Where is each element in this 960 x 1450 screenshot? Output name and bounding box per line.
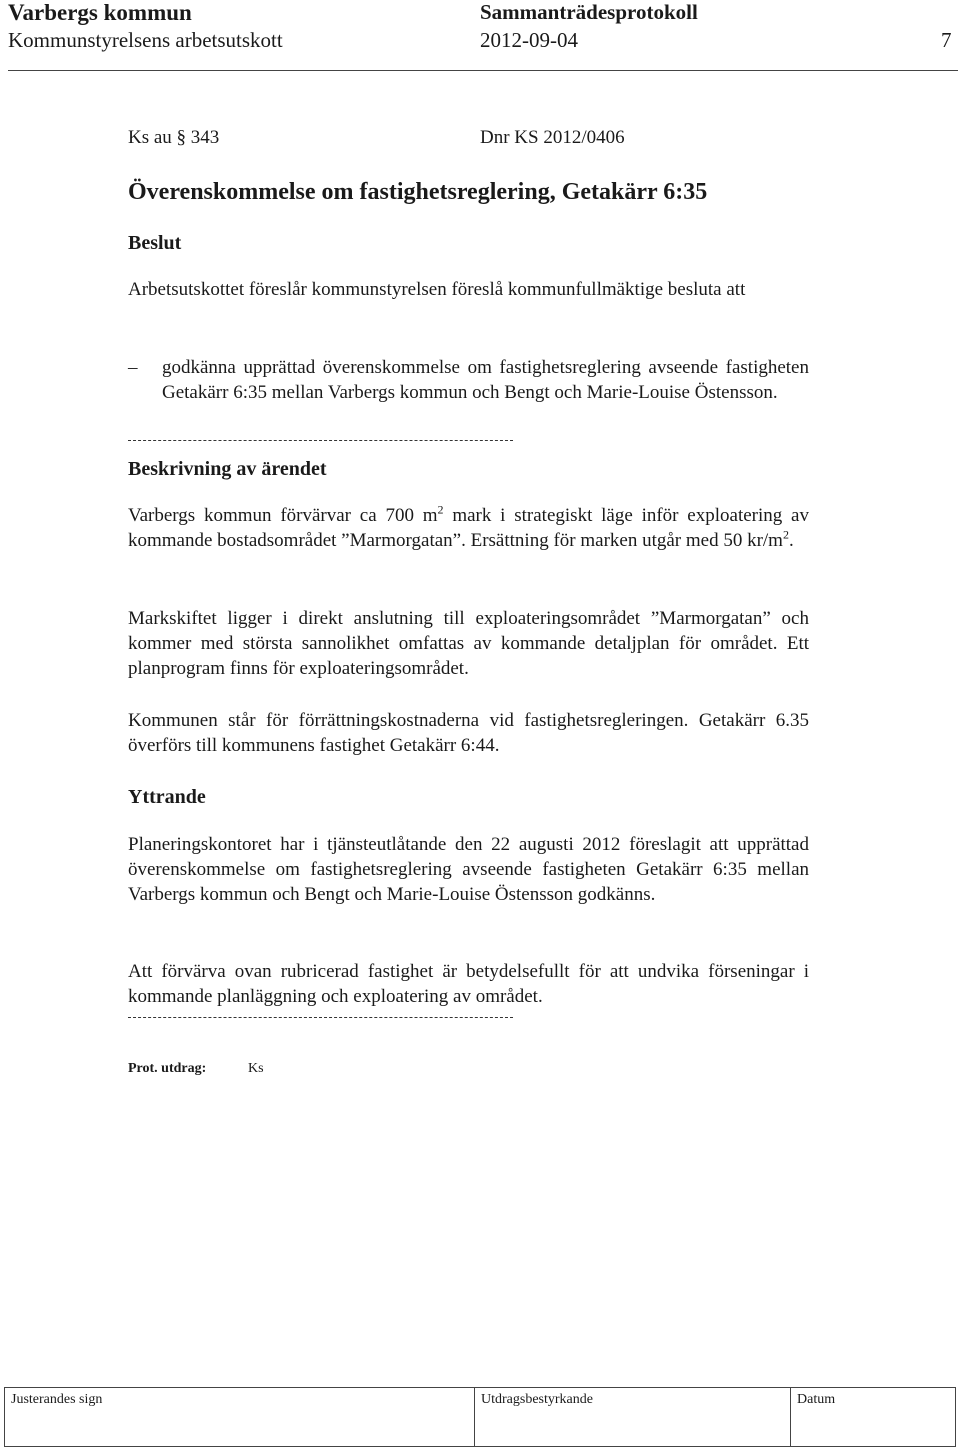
superscript: 2 <box>782 527 789 542</box>
beslut-item-text: godkänna upprättad överenskommelse om fastighetsreglering avseende fastigheten Getakärr 6:35 mellan Varbergs kommun och Bengt och Marie-Louise Östensson. <box>162 357 809 403</box>
text-segment: . <box>788 530 794 551</box>
document-type: Sammanträdesprotokoll <box>480 0 698 24</box>
beskrivning-paragraph-1 <box>128 503 809 553</box>
dash-bullet: – <box>128 357 138 378</box>
utdragsbestyrkande-cell: Utdragsbestyrkande <box>475 1388 791 1446</box>
text-segment: mark i strategiskt läge inför exploatering av kommande bostadsområdet ”Marmorgatan”. Ersättning för marken utgår med 50 kr/m <box>128 505 809 551</box>
meeting-date: 2012-09-04 <box>480 28 578 52</box>
committee-name: Kommunstyrelsens arbetsutskott <box>8 28 283 52</box>
section-separator <box>128 440 513 441</box>
datum-cell: Datum <box>797 1392 836 1407</box>
diary-number: Dnr KS 2012/0406 <box>480 127 625 148</box>
beskrivning-paragraph-2: Markskiftet ligger i direkt anslutning till exploateringsområdet ”Marmorgatan” och kommer med största sannolikhet omfattas av kommande detaljplan för området. Ett planprogram finns för exploateringsområdet. <box>128 608 809 679</box>
beskrivning-heading: Beskrivning av ärendet <box>128 458 327 480</box>
yttrande-paragraph-2: Att förvärva ovan rubricerad fastighet är betydelsefullt för att undvika förseningar i kommande planläggning och exploatering av området. <box>128 961 809 1007</box>
superscript: 2 <box>437 502 444 517</box>
yttrande-heading: Yttrande <box>128 786 206 808</box>
signature-footer <box>4 1387 956 1447</box>
protocol-extract <box>128 1061 264 1077</box>
page-title: Överenskommelse om fastighetsreglering, Getakärr 6:35 <box>128 179 708 205</box>
text-segment: Varbergs kommun förvärvar ca 700 m <box>128 505 438 526</box>
section-separator <box>128 1017 513 1018</box>
paragraph-number: Ks au § 343 <box>128 127 220 148</box>
organisation-name: Varbergs kommun <box>8 0 192 25</box>
extract-label: Prot. utdrag: <box>128 1061 207 1076</box>
extract-recipient: Ks <box>248 1061 264 1076</box>
yttrande-paragraph-1: Planeringskontoret har i tjänsteutlåtande den 22 augusti 2012 föreslagit att upprättad överenskommelse om fastighetsreglering avseende fastigheten Getakärr 6:35 mellan Varbergs kommun och Bengt och Marie-Louise Östensson godkänns. <box>128 834 809 905</box>
beskrivning-paragraph-3: Kommunen står för förrättningskostnaderna vid fastighetsregleringen. Getakärr 6.35 överförs till kommunens fastighet Getakärr 6:44. <box>128 710 809 756</box>
beslut-heading: Beslut <box>128 232 182 254</box>
beslut-intro: Arbetsutskottet föreslår kommunstyrelsen föreslå kommunfullmäktige besluta att <box>128 279 746 300</box>
justerandes-sign-cell: Justerandes sign <box>5 1388 475 1446</box>
header-divider <box>8 70 958 71</box>
case-reference <box>128 125 809 150</box>
page-number: 7 <box>941 28 952 52</box>
